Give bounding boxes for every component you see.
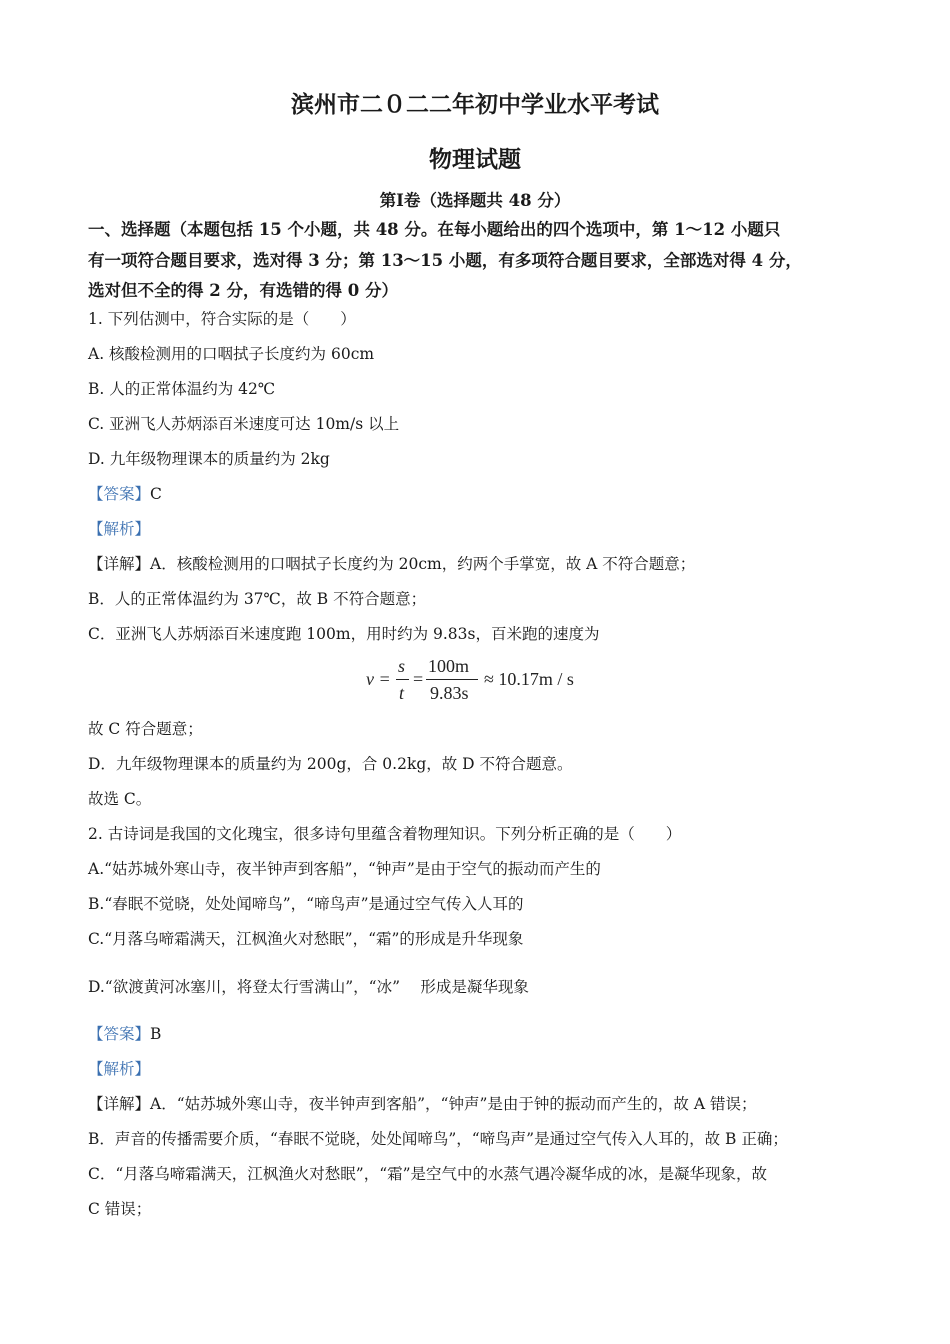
section-instruction-line3: 选对但不全的得 2 分，有选错的得 0 分） <box>88 281 398 300</box>
q1-analysis-tag: 【解析】 <box>88 520 151 538</box>
q1-option-d: D. 九年级物理课本的质量约为 2kg <box>88 450 330 468</box>
q1-detail-c: C．亚洲飞人苏炳添百米速度跑 100m，用时约为 9.83s，百米跑的速度为 <box>88 625 600 643</box>
formula-num: 100m <box>428 656 470 676</box>
detail-tag: 【详解】 <box>88 555 151 573</box>
section-instruction-line2: 有一项符合题目要求，选对得 3 分；第 13～15 小题，有多项符合题目要求，全部选对得 4 分， <box>88 251 802 270</box>
q2-option-c: C.“月落乌啼霜满天，江枫渔火对愁眠”，“霜”的形成是升华现象 <box>88 930 524 948</box>
answer-value: C <box>150 485 162 503</box>
q1-answer <box>88 484 162 504</box>
answer-value: B <box>150 1025 162 1043</box>
q2-detail-c-cont: C 错误； <box>88 1200 152 1218</box>
q1-option-c: C. 亚洲飞人苏炳添百米速度可达 10m/s 以上 <box>88 415 400 433</box>
q1-detail-b: B．人的正常体温约为 37℃，故 B 不符合题意； <box>88 590 427 608</box>
q2-stem: 2. 古诗词是我国的文化瑰宝，很多诗句里蕴含着物理知识。下列分析正确的是（ ） <box>88 825 682 843</box>
speed-formula <box>366 656 596 704</box>
q1-option-a: A. 核酸检测用的口咽拭子长度约为 60cm <box>88 345 375 363</box>
part-title: 第Ⅰ卷（选择题共 48 分） <box>379 191 571 210</box>
section-instruction-line1: 一、选择题（本题包括 15 个小题，共 48 分。在每小题给出的四个选项中，第 1～12 小题只 <box>88 220 781 239</box>
q2-option-d: D.“欲渡黄河冰塞川，将登太行雪满山”，“冰” 形成是凝华现象 <box>88 978 529 996</box>
formula-t: t <box>399 683 405 703</box>
detail-text: A．“姑苏城外寒山寺，夜半钟声到客船”，“钟声”是由于钟的振动而产生的，故 A 错误； <box>150 1095 757 1113</box>
formula-eq: = <box>413 669 424 689</box>
formula-den: 9.83s <box>430 683 469 703</box>
answer-tag: 【答案】 <box>88 1025 151 1043</box>
q1-detail-d: D．九年级物理课本的质量约为 200g，合 0.2kg，故 D 不符合题意。 <box>88 755 573 773</box>
formula-lhs: v = <box>366 669 391 689</box>
q2-analysis-tag: 【解析】 <box>88 1060 151 1078</box>
q2-detail-c: C．“月落乌啼霜满天，江枫渔火对愁眠”，“霜”是空气中的水蒸气遇冷凝华成的冰，是凝华现象，故 <box>88 1165 768 1183</box>
q1-detail-a <box>88 554 695 574</box>
fraction-bar-values <box>426 679 478 680</box>
q2-detail-b: B．声音的传播需要介质，“春眠不觉晓，处处闻啼鸟”，“啼鸟声”是通过空气传入人耳的，故 B 正确； <box>88 1130 788 1148</box>
q1-detail-c-conclusion: 故 C 符合题意； <box>88 720 203 738</box>
formula-result: ≈ 10.17m / s <box>484 669 574 689</box>
q2-detail-a <box>88 1094 756 1114</box>
detail-tag: 【详解】 <box>88 1095 151 1113</box>
formula-s: s <box>398 656 406 676</box>
q2-answer <box>88 1024 161 1044</box>
q1-option-b: B. 人的正常体温约为 42℃ <box>88 380 276 398</box>
q1-stem: 1. 下列估测中，符合实际的是（ ） <box>88 310 356 328</box>
detail-text: A．核酸检测用的口咽拭子长度约为 20cm，约两个手掌宽，故 A 不符合题意； <box>150 555 696 573</box>
answer-tag: 【答案】 <box>88 485 151 503</box>
fraction-bar-st <box>396 679 409 680</box>
q2-option-b: B.“春眠不觉晓，处处闻啼鸟”，“啼鸟声”是通过空气传入人耳的 <box>88 895 524 913</box>
q1-final: 故选 C。 <box>88 790 152 808</box>
subject-title: 物理试题 <box>429 146 521 173</box>
exam-title: 滨州市二０二二年初中学业水平考试 <box>291 91 659 118</box>
q2-option-a: A.“姑苏城外寒山寺，夜半钟声到客船”，“钟声”是由于空气的振动而产生的 <box>88 860 601 878</box>
